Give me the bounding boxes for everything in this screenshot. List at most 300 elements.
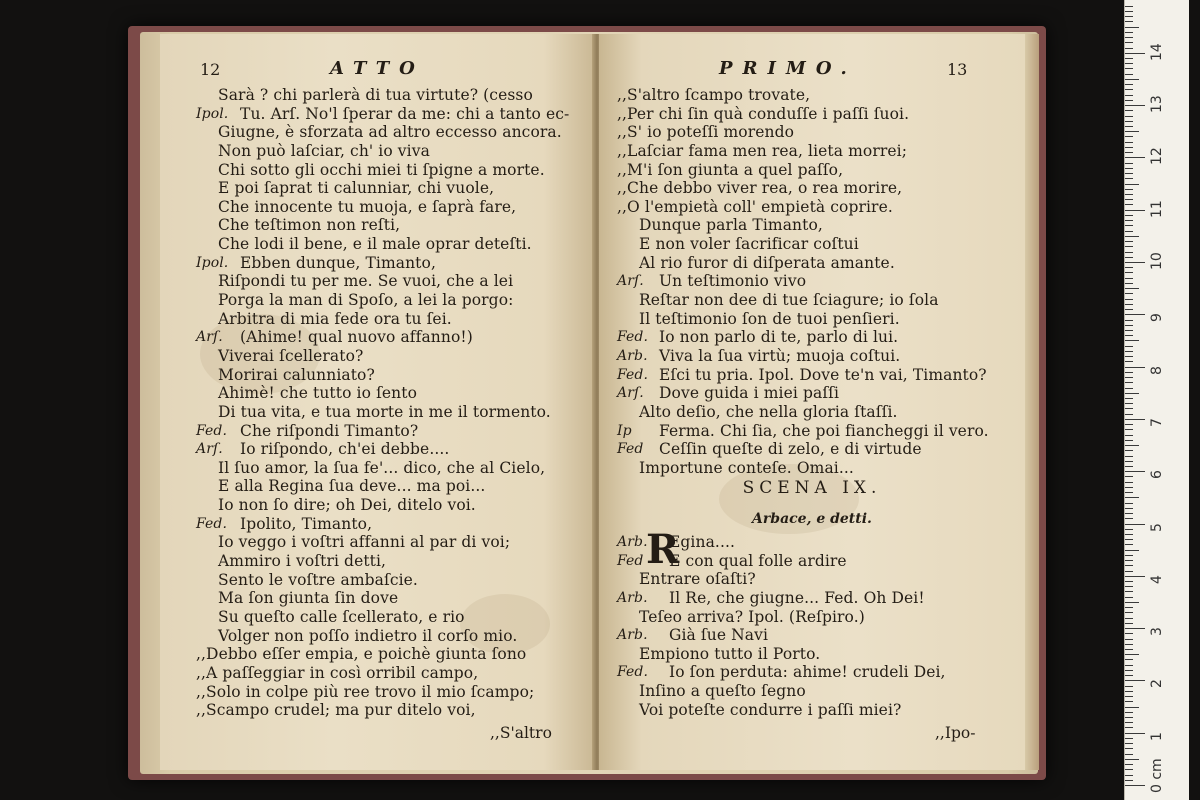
ruler-tick [1125,602,1139,603]
line-text: Il Re, che giugne... Fed. Oh Dei! [669,588,925,607]
ruler-tick [1125,215,1133,216]
ruler-label: 4 [1149,574,1165,584]
ruler-tick [1125,136,1133,137]
ruler-tick [1125,670,1133,671]
left-page [160,34,596,770]
ruler-tick [1125,612,1133,613]
text-line [599,161,1025,180]
ruler-tick [1125,534,1133,535]
speaker-label: Fed [617,441,644,458]
ruler-tick [1125,257,1133,258]
ruler-label: 12 [1149,147,1165,166]
text-line [599,682,1025,701]
text-line [160,664,596,683]
line-text: Teſeo arriva? Ipol. (Reſpiro.) [639,607,865,626]
text-line [160,440,596,459]
ruler-tick [1125,293,1133,294]
left-text-block [160,86,596,720]
ruler-tick [1125,450,1133,451]
text-line [160,608,596,627]
text-line [599,123,1025,142]
line-text: ,,Scampo crudel; ma pur ditelo voi, [196,701,476,720]
ruler-tick [1125,639,1133,640]
text-line [160,86,596,105]
line-text: Viva la ſua virtù; muoja coſtui. [659,346,901,365]
line-text: Dove guida i miei paſſi [659,384,840,403]
line-text: ,,Debbo eſſer empia, e poichè giunta ſono [196,645,527,664]
ruler-tick [1125,560,1133,561]
ruler-tick [1125,283,1133,284]
right-running-head [599,58,1025,88]
ruler-tick [1125,361,1133,362]
text-line [160,216,596,235]
line-text: Dunque parla Timanto, [639,216,823,235]
line-text: ,,Che debbo viver rea, o rea morire, [617,179,903,198]
ruler-tick [1125,21,1133,22]
ruler-label: 14 [1149,42,1165,61]
text-line [160,347,596,366]
text-line [599,589,1025,608]
ruler-tick [1125,367,1145,368]
ruler-tick [1125,157,1145,158]
line-text: Entrare oſaſti? [639,570,756,589]
ruler-tick [1125,246,1133,247]
ruler-tick [1125,262,1145,263]
ruler-tick [1125,48,1133,49]
text-line [160,272,596,291]
speaker-label: Fed. [196,422,228,439]
line-text: Non può laſciar, ch' io viva [218,141,430,160]
ruler-tick [1125,267,1133,268]
line-text: Importune conteſe. Omai... [639,458,854,477]
line-text: ,,Laſciar fama men rea, lieta morrei; [617,141,908,160]
ruler-tick [1125,576,1145,577]
ruler-tick [1125,607,1133,608]
line-text: ,,Per chi ſin quà conduſſe i paſſi ſuoi. [617,104,910,123]
ruler-tick [1125,236,1139,237]
ruler-tick [1125,32,1133,33]
scene-title: SCENA IX. [742,478,882,498]
ruler-tick [1125,89,1133,90]
ruler-tick [1125,110,1133,111]
ruler-tick [1125,225,1133,226]
speaker-label: Arſ. [196,329,223,346]
ruler-tick [1125,492,1133,493]
line-text: Ferma. Chi ſia, che poi fiancheggi il vero. [659,421,989,440]
ruler-tick [1125,142,1133,143]
text-line [599,328,1025,347]
ruler-label: 0 cm [1149,758,1165,793]
ruler-tick [1125,220,1133,221]
line-text: ,,S' io poteſſi morendo [617,123,795,142]
ruler-tick [1125,717,1133,718]
ruler-tick [1125,780,1133,781]
line-text: Io riſpondo, ch'ei debbe.... [240,440,450,459]
line-text: ,,M'i ſon giunta a quel paſſo, [617,160,844,179]
left-head-word: ATTO [330,58,425,79]
text-line [599,384,1025,403]
ruler-tick [1125,84,1133,85]
ruler-tick [1125,419,1145,420]
ruler-tick [1125,696,1133,697]
ruler-tick [1125,204,1133,205]
text-line [160,589,596,608]
ruler-tick [1125,691,1133,692]
left-catchword: ,,S'altro [490,724,552,742]
ruler-tick [1125,340,1139,341]
line-text: Ipolito, Timanto, [240,514,373,533]
text-line [599,626,1025,645]
scene-subtitle: Arbace, e detti. [752,511,872,527]
ruler-tick [1125,116,1133,117]
line-text: Morirai calunniato? [218,365,375,384]
ruler-tick [1125,105,1145,106]
text-line [160,142,596,161]
ruler-label: 1 [1149,731,1165,741]
line-text: Ceſſin queſte di zelo, e di virtude [659,440,922,459]
text-line [599,422,1025,441]
text-line [599,645,1025,664]
line-text: ,,S'altro ſcampo trovate, [617,86,811,104]
ruler-tick [1125,299,1133,300]
ruler-tick [1125,356,1133,357]
ruler-tick [1125,372,1133,373]
ruler-tick [1125,429,1133,430]
text-line [160,310,596,329]
ruler-tick [1125,686,1133,687]
ruler-tick [1125,539,1133,540]
line-text: Ebben dunque, Timanto, [240,253,436,272]
ruler-tick [1125,79,1139,80]
ruler-tick [1125,633,1133,634]
text-line [160,645,596,664]
ruler-tick [1125,309,1133,310]
line-text: Arbitra di mia fede ora tu ſei. [218,309,452,328]
line-text: Il ſuo amor, la ſua fe'... dico, che al Cielo, [218,458,546,477]
ruler-tick [1125,37,1133,38]
speaker-label: Fed [617,552,644,569]
text-line [160,403,596,422]
right-text-block-top [599,86,1025,477]
text-line [599,198,1025,217]
ruler-tick [1125,199,1133,200]
ruler-tick [1125,408,1133,409]
line-text: E alla Regina ſua deve... ma poi... [218,477,486,496]
ruler-tick [1125,712,1133,713]
text-line [599,663,1025,682]
ruler-tick [1125,628,1145,629]
speaker-label: Arb. [617,534,648,550]
ruler-tick [1125,476,1133,477]
line-text: Egina.... [669,533,736,551]
text-line [160,496,596,515]
ruler-tick [1125,503,1133,504]
ruler-tick [1125,6,1133,7]
ruler-tick [1125,126,1133,127]
text-line [160,366,596,385]
line-text: Che lodi il bene, e il male oprar deteſti. [218,235,532,254]
text-line [599,403,1025,422]
text-line [160,627,596,646]
ruler-tick [1125,571,1133,572]
line-text: Il teſtimonio ſon de tuoi penſieri. [639,309,900,328]
text-line [160,422,596,441]
ruler-label: 5 [1149,522,1165,532]
ruler-tick [1125,482,1133,483]
text-line [599,86,1025,105]
speaker-label: Arb. [617,627,648,644]
text-line [160,552,596,571]
scene-heading [599,478,1025,500]
ruler-tick [1125,748,1133,749]
text-line [160,291,596,310]
ruler-label: 8 [1149,365,1165,375]
ruler-tick [1125,147,1133,148]
ruler-tick [1125,95,1133,96]
scene-subheading [599,508,1025,528]
left-running-head [160,58,596,88]
text-line [160,254,596,273]
ruler-tick [1125,727,1133,728]
ruler-tick [1125,581,1133,582]
ruler-tick [1125,184,1139,185]
ruler-tick [1125,518,1133,519]
ruler-label: 2 [1149,679,1165,689]
speaker-label: Fed. [617,664,649,681]
ruler-tick [1125,377,1133,378]
ruler-tick [1125,152,1133,153]
ruler-tick [1125,769,1133,770]
ruler-tick [1125,388,1133,389]
ruler-tick [1125,53,1145,54]
ruler-tick [1125,722,1133,723]
ruler-tick [1125,288,1139,289]
text-line [599,105,1025,124]
line-text: Voi poteſte condurre i paſſi miei? [639,700,902,719]
ruler-tick [1125,654,1139,655]
ruler-tick [1125,121,1133,122]
ruler-tick [1125,591,1133,592]
speaker-label: Ipol. [196,254,229,271]
ruler-label: 10 [1149,252,1165,270]
line-text: E con qual folle ardire [669,551,847,570]
ruler-label: 7 [1149,417,1165,427]
text-line [160,459,596,478]
text-line [599,366,1025,385]
ruler-label: 13 [1149,95,1165,114]
line-text: Reſtar non dee di tue ſciagure; io ſola [639,291,939,310]
line-text: ,,Solo in colpe più ree trovo il mio ſcampo; [196,682,535,701]
ruler-tick [1125,618,1133,619]
right-page [599,34,1025,770]
ruler-tick [1125,393,1139,394]
line-text: Alto deſio, che nella gloria ſtaſſi. [639,402,898,421]
text-line [160,235,596,254]
ruler-tick [1125,68,1133,69]
text-line [160,179,596,198]
ruler-tick [1125,471,1145,472]
speaker-label: Arb. [617,347,648,364]
ruler-tick [1125,231,1133,232]
speaker-label: Fed. [196,515,228,532]
ruler-tick [1125,524,1145,525]
line-text: Tu. Arſ. No'l ſperar da me: chi a tanto ec- [240,104,570,123]
ruler-tick [1125,414,1133,415]
ruler-label: 3 [1149,627,1165,637]
ruler-tick [1125,272,1133,273]
right-catchword: ,,Ipo- [935,724,976,742]
line-text: Ma ſon giunta ſin dove [218,589,399,608]
line-text: Eſci tu pria. Ipol. Dove te'n vai, Timanto? [659,365,987,384]
speaker-label: Fed. [617,329,649,346]
line-text: Viverai ſcellerato? [218,346,364,365]
ruler-tick [1125,659,1133,660]
ruler-tick [1125,16,1133,17]
ruler-tick [1125,775,1133,776]
ruler-tick [1125,466,1133,467]
speaker-label: Fed. [617,366,649,383]
ruler-tick [1125,382,1133,383]
text-line [599,272,1025,291]
line-text: Che innocente tu muoja, e ſaprà fare, [218,197,517,216]
text-line [599,235,1025,254]
line-text: Io non ſo dire; oh Dei, ditelo voi. [218,496,476,515]
measurement-ruler [1124,0,1189,800]
text-line [160,701,596,720]
ruler-tick [1125,733,1145,734]
ruler-tick [1125,680,1145,681]
ruler-tick [1125,487,1133,488]
line-text: Volger non poſſo indietro il corſo mio. [218,626,518,645]
ruler-tick [1125,649,1133,650]
line-text: Giugne, è sforzata ad altro eccesso ancora. [218,123,562,142]
ruler-tick [1125,675,1133,676]
text-line [599,179,1025,198]
ruler-tick [1125,210,1145,211]
line-text: Riſpondi tu per me. Se vuoi, che a lei [218,272,514,291]
ruler-tick [1125,278,1133,279]
line-text: Già ſue Navi [669,626,769,645]
ruler-tick [1125,27,1139,28]
ruler-tick [1125,346,1133,347]
ruler-tick [1125,314,1145,315]
line-text: ,,O l'empietà coll' empietà coprire. [617,197,893,216]
ruler-tick [1125,764,1133,765]
ruler-tick [1125,743,1133,744]
speaker-label: Arſ. [617,273,644,290]
line-text: E non voler ſacrificar coſtui [639,235,859,254]
text-line [599,254,1025,273]
ruler-tick [1125,325,1133,326]
ruler-tick [1125,241,1133,242]
speaker-label: Ip [617,422,632,439]
ruler-tick [1125,351,1133,352]
ruler-tick [1125,252,1133,253]
ruler-tick [1125,738,1133,739]
ruler-tick [1125,445,1139,446]
ruler-tick [1125,335,1133,336]
text-line [160,105,596,124]
text-line [599,570,1025,589]
line-text: Porga la man di Spoſo, a lei la porgo: [218,291,514,310]
ruler-tick [1125,440,1133,441]
line-text: Empiono tutto il Porto. [639,644,821,663]
ruler-tick [1125,330,1133,331]
ruler-tick [1125,565,1133,566]
text-line [160,533,596,552]
line-text: Che teſtimon non reſti, [218,216,401,235]
ruler-tick [1125,586,1133,587]
line-text: Un teſtimonio vivo [659,272,807,291]
ruler-tick [1125,194,1133,195]
ruler-label: 11 [1149,199,1165,218]
line-text: Che riſpondi Timanto? [240,421,419,440]
ruler-tick [1125,435,1133,436]
text-line [160,571,596,590]
ruler-tick [1125,785,1145,786]
speaker-label: Ipol. [196,105,229,122]
ruler-tick [1125,63,1133,64]
ruler-label: 6 [1149,470,1165,480]
ruler-tick [1125,42,1133,43]
ruler-tick [1125,100,1133,101]
text-line [599,142,1025,161]
line-text: ,,A paſſeggiar in così orribil campo, [196,663,479,682]
line-text: Io non parlo di te, parlo di lui. [659,328,899,347]
line-text: Ahimè! che tutto io ſento [218,384,418,403]
ruler-tick [1125,163,1133,164]
ruler-tick [1125,623,1133,624]
text-line [599,347,1025,366]
ruler-tick [1125,644,1133,645]
text-line [599,440,1025,459]
right-head-word: PRIMO. [719,58,857,79]
text-line [160,384,596,403]
ruler-tick [1125,424,1133,425]
line-text: Io ſon perduta: ahime! crudeli Dei, [669,663,946,682]
ruler-tick [1125,11,1133,12]
line-text: Chi sotto gli occhi miei ti ſpigne a morte. [218,160,545,179]
text-line [160,123,596,142]
text-line [160,477,596,496]
ruler-tick [1125,178,1133,179]
line-text: Sento le voſtre ambaſcie. [218,570,418,589]
line-text: Sarà ? chi parlerà di tua virtute? (cesso [218,86,533,104]
text-line [599,459,1025,478]
ruler-tick [1125,398,1133,399]
ruler-tick [1125,544,1133,545]
line-text: Io veggo i voſtri affanni al par di voi; [218,533,511,552]
ruler-tick [1125,665,1133,666]
ruler-tick [1125,597,1133,598]
ruler-tick [1125,403,1133,404]
line-text: Su queſto calle ſcellerato, e rio [218,607,465,626]
speaker-label: Arſ. [196,441,223,458]
line-text: Di tua vita, e tua morte in me il tormento. [218,402,551,421]
page-block-edge [1025,34,1039,770]
ruler-tick [1125,320,1133,321]
text-line [160,683,596,702]
text-line [160,515,596,534]
text-line [160,161,596,180]
speaker-label: Arſ. [617,385,644,402]
ruler-tick [1125,173,1133,174]
line-text: (Ahime! qual nuovo affanno!) [240,328,473,347]
line-text: Inſino a queſto ſegno [639,682,806,701]
text-line [599,310,1025,329]
text-line [599,701,1025,720]
ruler-tick [1125,168,1133,169]
